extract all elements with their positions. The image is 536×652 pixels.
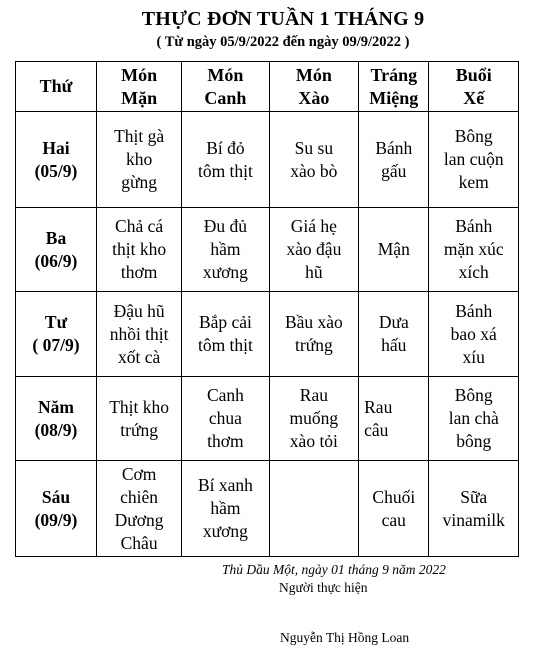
menu-cell: Bánh gấu	[359, 112, 429, 208]
table-row	[16, 112, 519, 208]
menu-cell: Bánh mặn xúc xích	[429, 208, 519, 292]
menu-cell: Thịt kho trứng	[96, 377, 181, 461]
menu-cell: Canh chua thơm	[182, 377, 269, 461]
menu-cell: Bắp cải tôm thịt	[182, 292, 269, 377]
table-row	[16, 377, 519, 461]
header-stir-fry: Món Xào	[269, 62, 359, 112]
header-main-dish: Món Mặn	[96, 62, 181, 112]
menu-cell: Bông lan chà bông	[429, 377, 519, 461]
menu-cell: Chuối cau	[359, 461, 429, 557]
menu-cell: Bí đỏ tôm thịt	[182, 112, 269, 208]
place-date-line: Thủ Dầu Một, ngày 01 tháng 9 năm 2022	[222, 562, 446, 577]
menu-cell: Bầu xào trứng	[269, 292, 359, 377]
menu-cell: Cơm chiên Dương Châu	[96, 461, 181, 557]
header-day: Thứ	[16, 62, 97, 112]
menu-cell: Giá hẹ xào đậu hũ	[269, 208, 359, 292]
menu-cell: Đậu hũ nhồi thịt xốt cà	[96, 292, 181, 377]
day-cell: Tư ( 07/9)	[16, 292, 97, 377]
menu-table	[15, 61, 519, 557]
menu-cell: Rau câu	[359, 377, 429, 461]
signer-name: Nguyễn Thị Hồng Loan	[280, 630, 410, 645]
menu-cell: Thịt gà kho gừng	[96, 112, 181, 208]
day-cell: Ba (06/9)	[16, 208, 97, 292]
table-row	[16, 292, 519, 377]
menu-cell: Bông lan cuộn kem	[429, 112, 519, 208]
header-afternoon-snack: Buổi Xế	[429, 62, 519, 112]
menu-cell: Bánh bao xá xíu	[429, 292, 519, 377]
menu-cell: Đu đủ hầm xương	[182, 208, 269, 292]
table-row	[16, 461, 519, 557]
header-soup: Món Canh	[182, 62, 269, 112]
menu-cell: Bí xanh hầm xương	[182, 461, 269, 557]
page-subtitle: ( Từ ngày 05/9/2022 đến ngày 09/9/2022 )	[156, 34, 410, 50]
signer-role: Người thực hiện	[279, 580, 368, 595]
page-title: THỰC ĐƠN TUẦN 1 THÁNG 9	[141, 8, 425, 30]
menu-cell: Rau muống xào tỏi	[269, 377, 359, 461]
day-cell: Năm (08/9)	[16, 377, 97, 461]
header-dessert: Tráng Miệng	[359, 62, 429, 112]
header-row	[16, 62, 519, 112]
menu-cell: Su su xào bò	[269, 112, 359, 208]
table-row	[16, 208, 519, 292]
menu-cell: Mận	[359, 208, 429, 292]
day-cell: Sáu (09/9)	[16, 461, 97, 557]
menu-cell: Chả cá thịt kho thơm	[96, 208, 181, 292]
day-cell: Hai (05/9)	[16, 112, 97, 208]
menu-cell: Dưa hấu	[359, 292, 429, 377]
menu-cell: Sữa vinamilk	[429, 461, 519, 557]
menu-cell	[269, 461, 359, 557]
